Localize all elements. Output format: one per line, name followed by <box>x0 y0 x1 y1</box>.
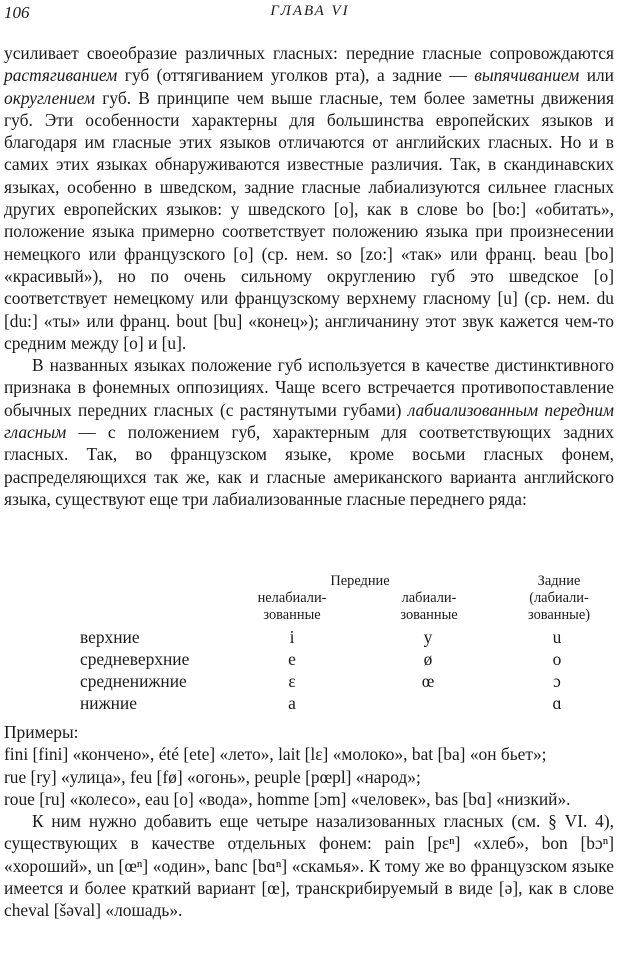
cell-rounded: y <box>423 627 433 647</box>
table-row <box>0 671 620 693</box>
paragraph-1: усиливает своеобразие различных гласных: передние гласные сопровождаются растягиванием губ (оттягиванием уголков рта), а задние — выпячиванием или округлением губ. В принципе чем выше гласные, тем более заметны движения губ. Эти особенности характерны для большинства европейских языков и благодаря им гласные этих языков отличаются от английских гласных. Но и в самих этих языках обнаруживаются известные различия. Так, в скандинавских языках, особенно в шведском, задние гласные лабиализуются сильнее гласных других европейских языков: у шведского [o], как в слове bo [bo:] «обитать», положение языка примерно соответствует положению языка при произнесении немецкого или французского [o] (ср. нем. so [zo:] «так» или франц. beau [bo] «красивый»), но по очень сильному округлению губ это шведское [o] соответствует немецкому или французскому верхнему гласному [u] (ср. нем. du [du:] «ты» или франц. bout [bu] «конец»); англичанину этот звук кажется чем-то средним между [o] и [u]. <box>4 43 614 353</box>
table-row <box>0 693 620 715</box>
emphasis: лабиализованным передним гласным <box>4 399 615 443</box>
example-line-3: roue [ru] «колесо», eau [o] «вода», homme [ɔm] «человек», bas [bɑ] «низкий». <box>4 788 571 809</box>
column-head-rounded-1: лабиали- <box>401 590 457 606</box>
row-label: нижние <box>80 693 137 713</box>
cell-rounded: ø <box>423 649 433 669</box>
examples-heading: Примеры: <box>4 722 79 742</box>
cell-back: o <box>552 649 562 669</box>
page-header <box>0 3 620 27</box>
table-row <box>0 627 620 649</box>
cell-back: ɔ <box>553 671 561 691</box>
emphasis: растягиванием <box>4 65 118 86</box>
cell-unrounded: i <box>289 627 295 647</box>
column-group-front: Передние <box>330 573 390 589</box>
vowel-table <box>0 573 620 713</box>
column-head-unrounded-2: зованные <box>263 607 321 623</box>
column-head-rounded-2: зованные <box>400 607 458 623</box>
emphasis: выпячиванием <box>474 65 580 86</box>
emphasis: округлением <box>4 87 96 108</box>
row-label: средненижние <box>80 671 187 691</box>
cell-rounded: œ <box>421 671 435 691</box>
row-label: средневерхние <box>80 649 190 669</box>
row-label: верхние <box>80 627 140 647</box>
example-line-2: rue [ry] «улица», feu [fø] «огонь», peuple [pœpl] «народ»; <box>4 766 421 787</box>
cell-unrounded: ɛ <box>288 671 296 691</box>
column-group-back: Задние <box>537 573 581 589</box>
cell-back: u <box>552 627 562 647</box>
example-line-1: fini [fini] «кончено», été [ete] «лето», lait [lɛ] «молоко», bat [ba] «он бьет»; <box>4 744 547 765</box>
body-text <box>4 42 614 510</box>
examples-section <box>4 721 614 922</box>
cell-unrounded: e <box>288 649 296 669</box>
column-head-back-1: (лабиали- <box>529 590 589 606</box>
page-number: 106 <box>4 3 30 22</box>
column-head-back-2: зованные) <box>527 607 591 623</box>
cell-back: ɑ <box>552 693 562 713</box>
table-row <box>0 649 620 671</box>
paragraph-2: В названных языках положение губ используется в качестве дистинктивного признака в фонемных оппозициях. Чаще всего встречается противопоставление обычных передних гласных (с растянутыми губами) лабиализованным передним гласным — с положением губ, характерным для соответствующих задних гласных. Так, во французском языке, кроме восьми гласных фонем, распределяющихся так же, как и гласные американского варианта английского языка, существуют еще три лабиализованные гласные переднего ряда: <box>4 355 615 509</box>
cell-unrounded: a <box>288 693 296 713</box>
paragraph-3: К ним нужно добавить еще четыре назализованных гласных (см. § VI. 4), существующих в качестве отдельных фонем: pain [pɛⁿ] «хлеб», bon [bɔⁿ] «хороший», un [œⁿ] «один», banc [bɑⁿ] «скамья». К тому же во французском языке имеется и более краткий вариант [œ], транскрибируемый в виде [ə], как в слове cheval [šəval] «лошадь». <box>4 811 614 921</box>
running-head: ГЛАВА VI <box>270 3 350 19</box>
column-head-unrounded-1: нелабиали- <box>257 590 327 606</box>
